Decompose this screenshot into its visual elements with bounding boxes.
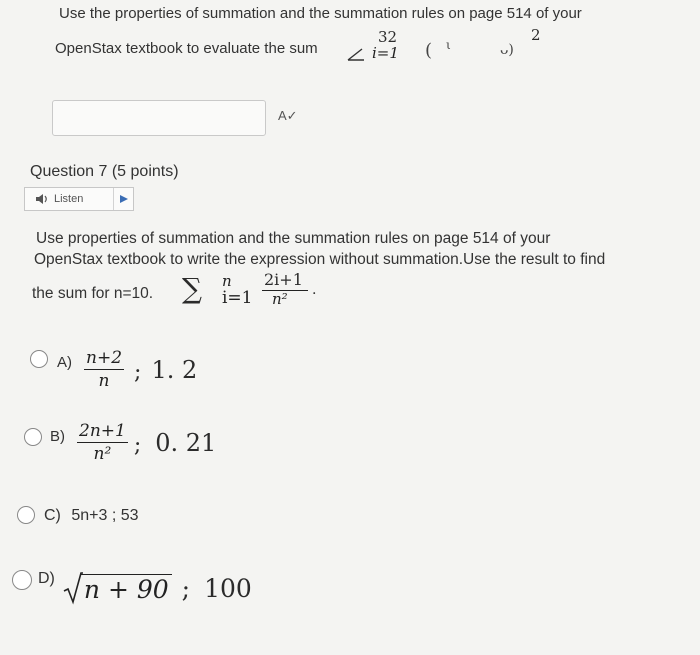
option-d-radio[interactable] xyxy=(12,570,32,590)
previous-question-text: Use the properties of summation and the summation rules on page 514 of your xyxy=(59,5,582,22)
option-a-numerator: n+2 xyxy=(86,348,123,369)
previous-sum-expression xyxy=(344,28,434,68)
option-c-radio[interactable] xyxy=(17,506,35,524)
fraction-numerator: 2i+1 xyxy=(264,270,303,289)
option-a-fraction xyxy=(84,349,124,390)
prompt-line-1: Use properties of summation and the summation rules on page 514 of your xyxy=(36,230,551,247)
option-b-radio[interactable] xyxy=(24,428,42,446)
option-letter: D) xyxy=(38,570,55,587)
option-a-radio[interactable] xyxy=(30,350,48,368)
sum-lower-limit: i=1 xyxy=(222,288,253,308)
option-b-fraction xyxy=(77,422,128,463)
paren-open: ( xyxy=(425,40,433,61)
previous-question-text-2: OpenStax textbook to evaluate the sum xyxy=(55,40,318,57)
option-letter: B) xyxy=(50,428,65,445)
option-b-denominator: n² xyxy=(93,444,112,464)
option-b[interactable] xyxy=(50,420,216,466)
paren-mark: ι xyxy=(446,38,451,52)
option-b-separator: ; xyxy=(133,432,142,458)
option-d[interactable] xyxy=(38,568,252,608)
fraction-denominator: n² xyxy=(272,290,288,308)
listen-button[interactable] xyxy=(24,187,134,211)
option-a-denominator: n xyxy=(98,371,110,391)
prompt-line-3: the sum for n=10. xyxy=(32,285,154,302)
listen-label: Listen xyxy=(54,193,84,205)
sqrt-icon xyxy=(63,571,83,605)
sigma-icon: ∑ xyxy=(182,272,202,305)
option-letter: C) xyxy=(44,507,61,524)
sum-exponent: 2 xyxy=(531,26,541,44)
spellcheck-icon[interactable]: A✓ xyxy=(278,108,298,123)
sum-upper-limit: n xyxy=(222,272,232,290)
option-letter: A) xyxy=(57,354,72,371)
prompt-line-2: OpenStax textbook to write the expression without summation.Use the result to find xyxy=(34,251,606,268)
option-c[interactable] xyxy=(44,507,139,525)
question-number: Question 7 xyxy=(30,163,108,180)
question-points: (5 points) xyxy=(111,163,179,180)
answer-input[interactable] xyxy=(52,100,266,136)
option-a[interactable] xyxy=(57,347,197,393)
option-d-value: 100 xyxy=(204,573,252,603)
option-b-numerator: 2n+1 xyxy=(79,421,126,442)
option-d-radicand: n + 90 xyxy=(81,574,172,605)
option-c-text: 5n+3 ; 53 xyxy=(71,507,139,524)
option-a-value: 1. 2 xyxy=(151,356,198,384)
sum-lower-limit: i=1 xyxy=(372,44,399,62)
play-button[interactable] xyxy=(114,194,133,204)
sigma-icon xyxy=(346,48,370,62)
option-d-sqrt xyxy=(63,571,172,605)
trailing-period: . xyxy=(312,282,317,298)
option-d-separator: ; xyxy=(181,573,191,603)
option-a-separator: ; xyxy=(134,359,142,385)
play-icon xyxy=(119,194,129,204)
option-b-value: 0. 21 xyxy=(155,429,217,457)
speaker-icon xyxy=(35,193,49,205)
question-title xyxy=(30,163,179,181)
sum-upper-limit: 32 xyxy=(378,28,398,46)
prompt-sum-expression xyxy=(182,270,322,314)
paren-close: ᴗ) xyxy=(500,42,514,58)
